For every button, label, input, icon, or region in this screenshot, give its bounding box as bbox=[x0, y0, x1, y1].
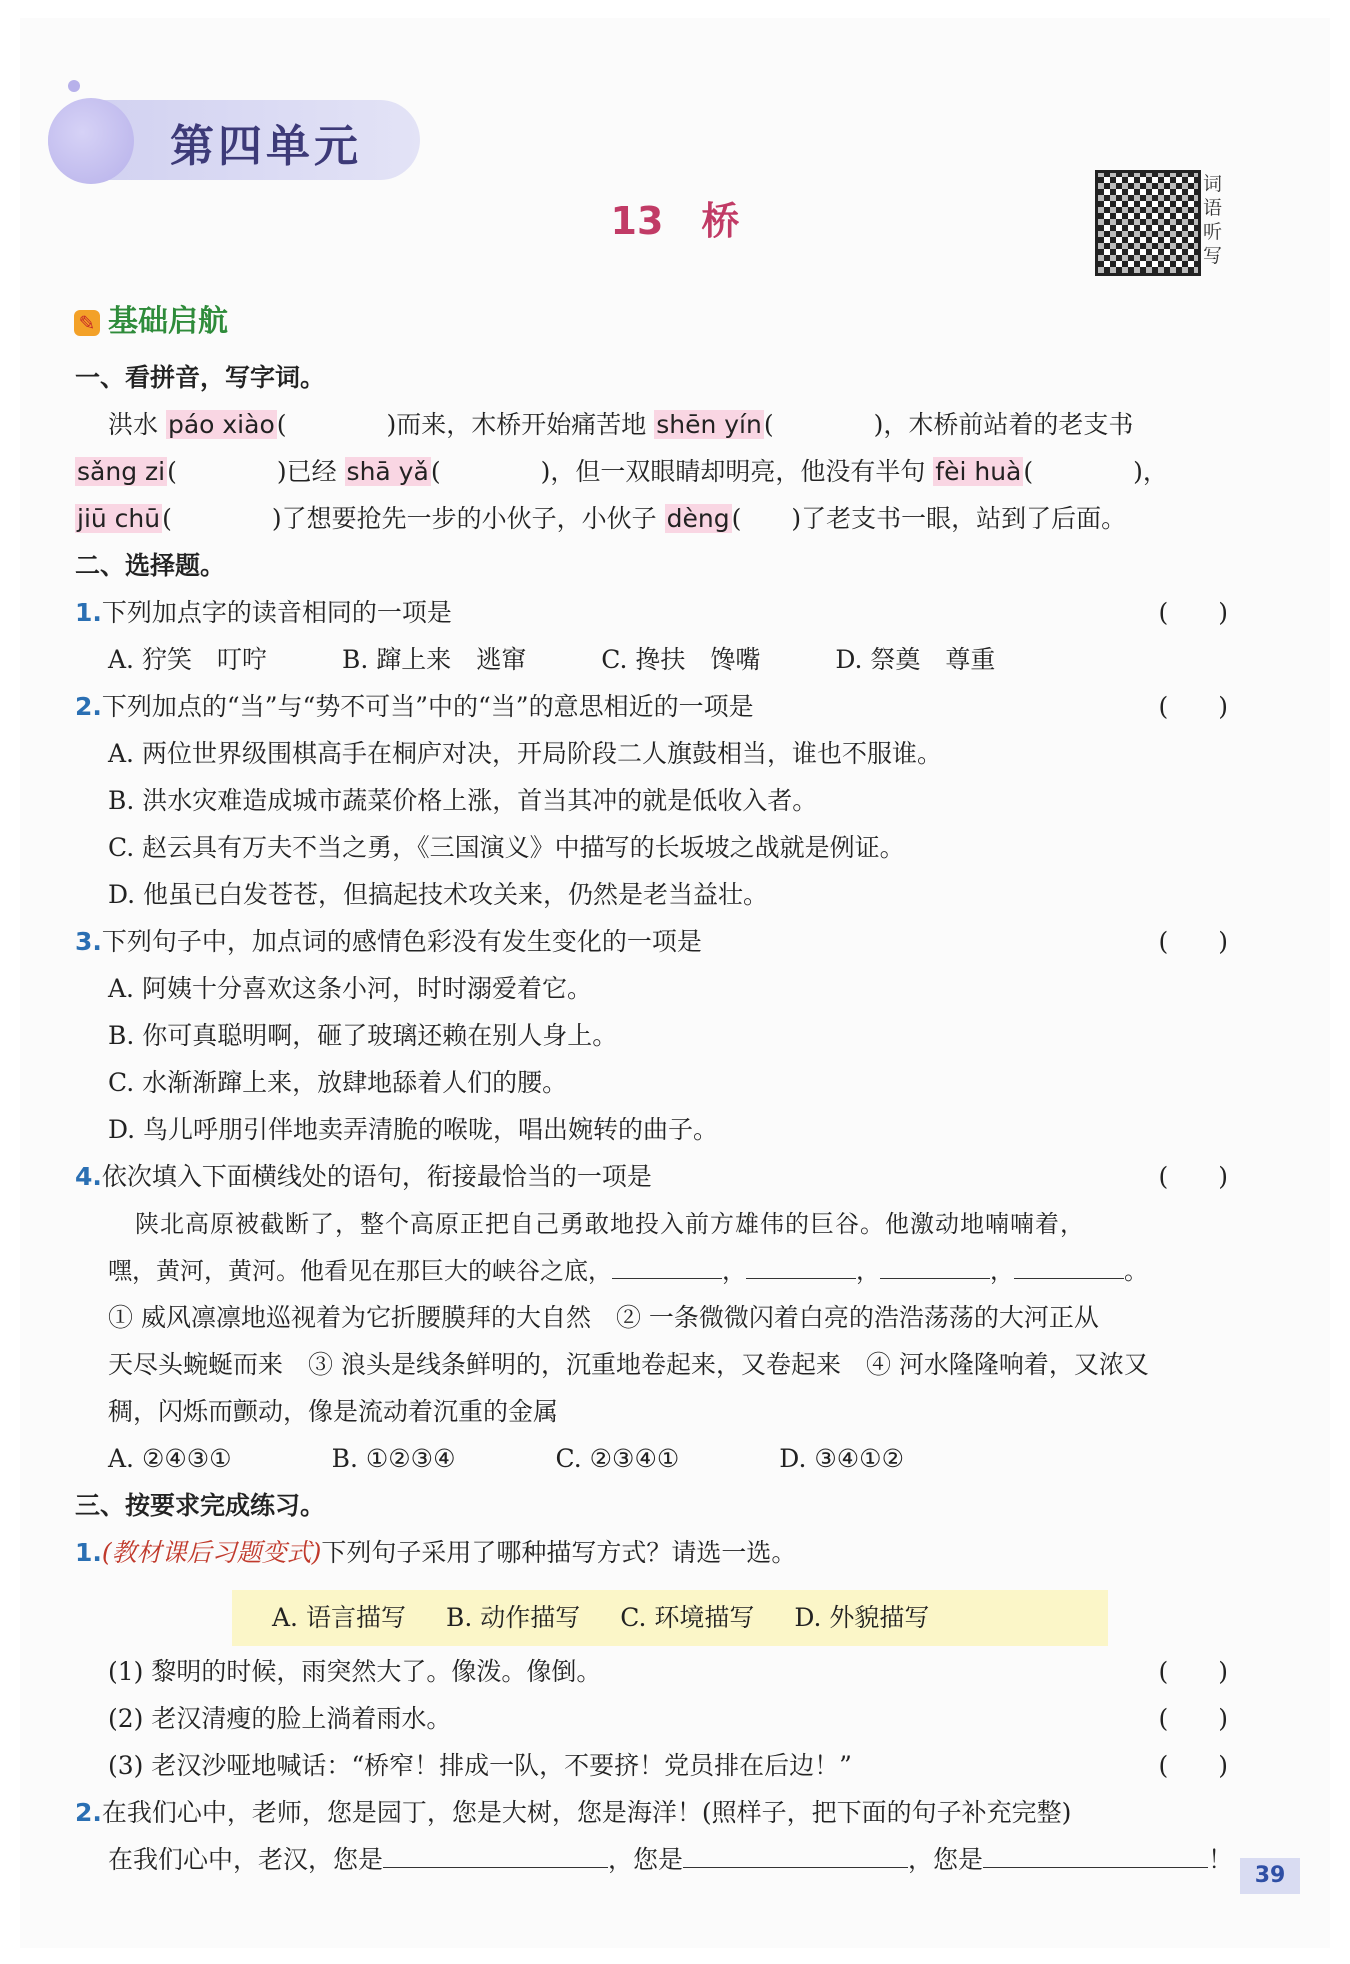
q4-answer-paren[interactable]: ( ) bbox=[1158, 1162, 1228, 1191]
q1-answer-paren[interactable]: ( ) bbox=[1158, 598, 1228, 627]
q3-option-b: B. 你可真聪明啊，砸了玻璃还赖在别人身上。 bbox=[108, 1021, 618, 1050]
p3-q2-answer-line[interactable]: 在我们心中，老汉，您是 ，您是 ，您是 ！ bbox=[108, 1845, 1234, 1874]
p3-q1-sentence-3: (3) 老汉沙哑地喊话：“桥窄！排成一队，不要挤！党员排在后边！” bbox=[108, 1751, 852, 1780]
section-icon: ✎ bbox=[74, 310, 100, 336]
p3-q1-sentence-2: (2) 老汉清瘦的脸上淌着雨水。 bbox=[108, 1704, 452, 1733]
q3-stem: 3.下列句子中，加点词的感情色彩没有发生变化的一项是 bbox=[75, 927, 702, 956]
q4-passage-2: 嘿，黄河，黄河。他看见在那巨大的峡谷之底， ， ， ， 。 bbox=[108, 1257, 1148, 1285]
mascot-antenna bbox=[68, 80, 80, 92]
qr-code-icon[interactable] bbox=[1095, 170, 1201, 276]
q2-option-d: D. 他虽已白发苍苍，但搞起技术攻关来，仍然是老当益壮。 bbox=[108, 880, 769, 909]
unit-title: 第四单元 bbox=[170, 121, 362, 172]
q2-option-c: C. 赵云具有万夫不当之勇，《三国演义》中描写的长坂坡之战就是例证。 bbox=[108, 833, 905, 862]
q2-option-b: B. 洪水灾难造成城市蔬菜价格上涨，首当其冲的就是低收入者。 bbox=[108, 786, 818, 815]
q3-option-d: D. 鸟儿呼朋引伴地卖弄清脆的喉咙，唱出婉转的曲子。 bbox=[108, 1115, 719, 1144]
q2-stem: 2.下列加点的“当”与“势不可当”中的“当”的意思相近的一项是 bbox=[75, 692, 754, 721]
p3-q1-s2-paren[interactable]: ( ) bbox=[1158, 1704, 1228, 1733]
p3-q2-stem: 2.在我们心中，老师，您是园丁，您是大树，您是海洋！(照样子，把下面的句子补充完整) bbox=[75, 1798, 1072, 1827]
section-title: 基础启航 bbox=[108, 304, 228, 339]
mascot-icon bbox=[48, 98, 134, 184]
q3-answer-paren[interactable]: ( ) bbox=[1158, 927, 1228, 956]
p3-q1-sentence-1: (1) 黎明的时候，雨突然大了。像泼。像倒。 bbox=[108, 1657, 602, 1686]
q3-option-a: A. 阿姨十分喜欢这条小河，时时溺爱着它。 bbox=[108, 974, 592, 1003]
part1-line3: jiū chū( )了想要抢先一步的小伙子，小伙子 dèng( )了老支书一眼，站到了后面。 bbox=[77, 504, 1127, 533]
q4-stem: 4.依次填入下面横线处的语句，衔接最恰当的一项是 bbox=[75, 1162, 652, 1191]
q2-answer-paren[interactable]: ( ) bbox=[1158, 692, 1228, 721]
p3-q1-s3-paren[interactable]: ( ) bbox=[1158, 1751, 1228, 1780]
q4-passage-1: 陕北高原被截断了，整个高原正把自己勇敢地投入前方雄伟的巨谷。他激动地喃喃着， bbox=[135, 1210, 1085, 1238]
q3-option-c: C. 水渐渐蹿上来，放肆地舔着人们的腰。 bbox=[108, 1068, 568, 1097]
part1-line1: 洪水 páo xiào( )而来，木桥开始痛苦地 shēn yín( )，木桥前站着的老支书 bbox=[108, 410, 1134, 439]
q4-options: A. ②④③① B. ①②③④ C. ②③④① D. ③④①② bbox=[108, 1444, 904, 1473]
description-choices-box: A. 语言描写 B. 动作描写 C. 环境描写 D. 外貌描写 bbox=[232, 1590, 1108, 1646]
q1-stem: 1.下列加点字的读音相同的一项是 bbox=[75, 598, 452, 627]
q2-option-a: A. 两位世界级围棋高手在桐庐对决，开局阶段二人旗鼓相当，谁也不服谁。 bbox=[108, 739, 942, 768]
lesson-title: 13 桥 bbox=[610, 199, 740, 243]
q1-options: A. 狞笑 叮咛 B. 蹿上来 逃窜 C. 搀扶 馋嘴 D. 祭奠 尊重 bbox=[108, 645, 996, 674]
section-heading bbox=[74, 296, 228, 340]
part1-title: 一、看拼音，写字词。 bbox=[75, 363, 326, 392]
q4-option-text-2: 天尽头蜿蜒而来 ③ 浪头是线条鲜明的，沉重地卷起来，又卷起来 ④ 河水隆隆响着，又浓又 bbox=[108, 1350, 1149, 1379]
part3-title: 三、按要求完成练习。 bbox=[75, 1491, 326, 1520]
q4-option-text-1: ① 威风凛凛地巡视着为它折腰膜拜的大自然 ② 一条微微闪着白亮的浩浩荡荡的大河正从 bbox=[108, 1303, 1099, 1332]
part1-line2: sǎng zi( )已经 shā yǎ( )，但一双眼睛却明亮，他没有半句 fèi huà( )， bbox=[77, 457, 1168, 486]
p3-q1-stem: 1.(教材课后习题变式)下列句子采用了哪种描写方式？请选一选。 bbox=[75, 1538, 797, 1567]
page-number: 39 bbox=[1240, 1858, 1300, 1894]
q4-option-text-3: 稠，闪烁而颤动，像是流动着沉重的金属 bbox=[108, 1397, 559, 1426]
p3-q1-s1-paren[interactable]: ( ) bbox=[1158, 1657, 1228, 1686]
qr-label: 词语听写 bbox=[1203, 173, 1223, 267]
part2-title: 二、选择题。 bbox=[75, 551, 226, 580]
